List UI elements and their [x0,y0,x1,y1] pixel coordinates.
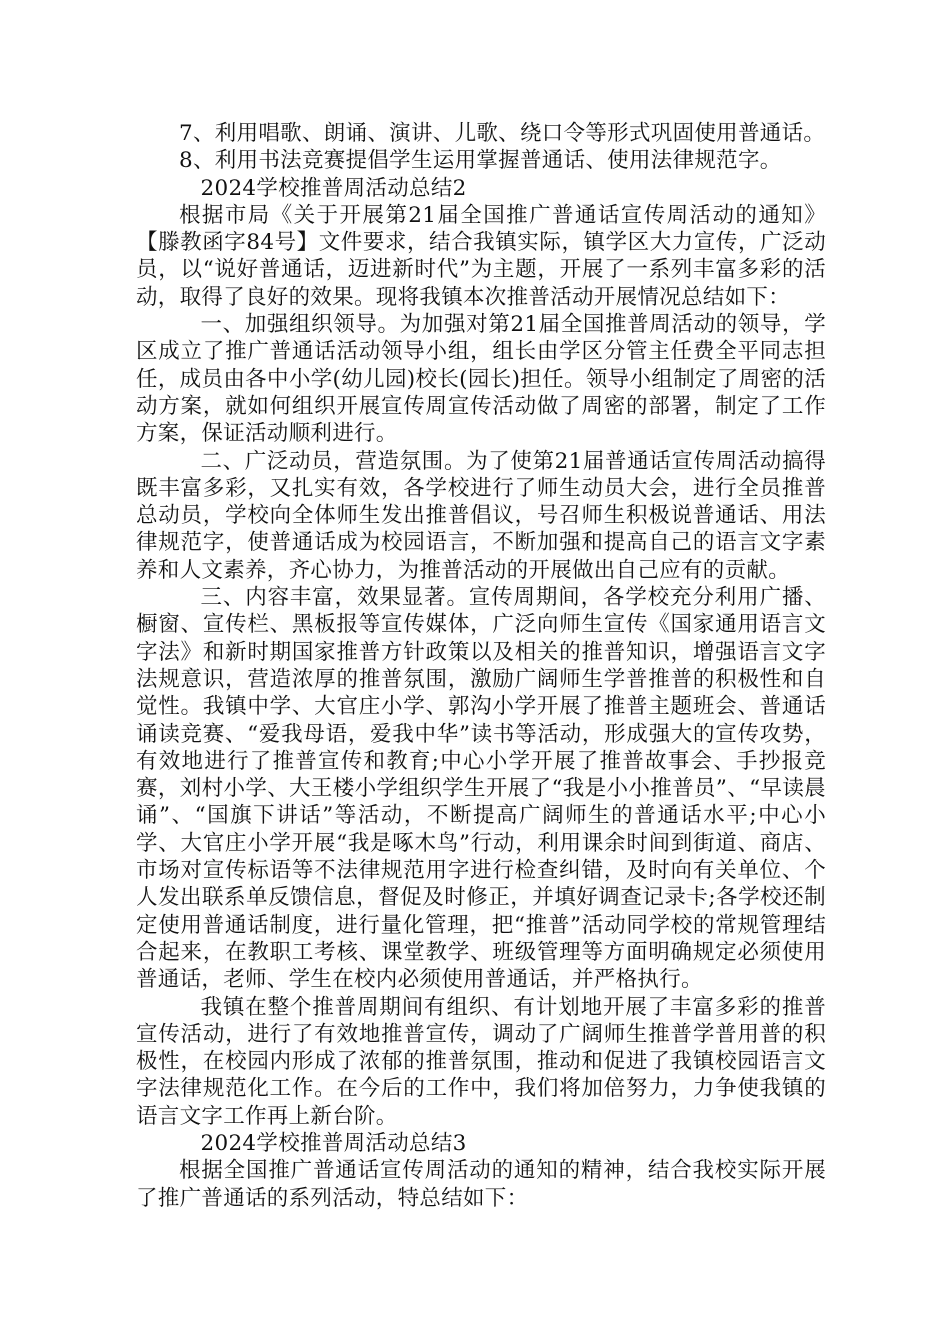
paragraph-item-7: 7、利用唱歌、朗诵、演讲、儿歌、绕口令等形式巩固使用普通话。 [179,121,826,146]
paragraph-intro-2: 根据市局《关于开展第21届全国推广普通话宣传周活动的通知》【滕教函字84号】文件要求，结合我镇实际，镇学区大力宣传，广泛动员，以“说好普通话，迈进新时代”为主题，开展了一系列丰富多彩的活动，取得了良好的效果。现将我镇本次推普活动开展情况总结如下： [136,202,826,310]
paragraph-intro-3: 根据全国推广普通话宣传周活动的通知的精神，结合我校实际开展了推广普通话的系列活动，特总结如下： [136,1158,826,1211]
document-body [136,120,826,1212]
paragraph-mobilization: 二、广泛动员，营造氛围。为了使第21届普通话宣传周活动搞得既丰富多彩，又扎实有效，各学校进行了师生动员大会，进行全员推普总动员，学校向全体师生发出推普倡议，号召师生积极说普通话、用法律规范字，使普通话成为校园语言，不断加强和提高自己的语言文字素养和人文素养，齐心协力，为推普活动的开展做出自己应有的贡献。 [136,448,826,583]
paragraph-organization: 一、加强组织领导。为加强对第21届全国推普周活动的领导，学区成立了推广普通话活动领导小组，组长由学区分管主任费全平同志担任，成员由各中小学(幼儿园)校长(园长)担任。领导小组制定了周密的活动方案，就如何组织开展宣传周宣传活动做了周密的部署，制定了工作方案，保证活动顺利进行。 [136,312,826,447]
paragraph-conclusion: 我镇在整个推普周期间有组织、有计划地开展了丰富多彩的推普宣传活动，进行了有效地推普宣传，调动了广阔师生推普学普用普的积极性，在校园内形成了浓郁的推普氛围，推动和促进了我镇校园语言文字法律规范化工作。在今后的工作中，我们将加倍努力，力争使我镇的语言文字工作再上新台阶。 [136,994,826,1129]
section-heading-3: 2024学校推普周活动总结3 [200,1130,467,1156]
paragraph-content: 三、内容丰富，效果显著。宣传周期间，各学校充分利用广播、橱窗、宣传栏、黑板报等宣传媒体，广泛向师生宣传《国家通用语言文字法》和新时期国家推普方针政策以及相关的推普知识，增强语言文字法规意识，营造浓厚的推普氛围，激励广阔师生学普推普的积极性和自觉性。我镇中学、大官庄小学、郭沟小学开展了推普主题班会、普通话诵读竞赛、“爱我母语，爱我中华”读书等活动，形成强大的宣传攻势，有效地进行了推普宣传和教育;中心小学开展了推普故事会、手抄报竞赛，刘村小学、大王楼小学组织学生开展了“我是小小推普员”、“早读晨诵”、“国旗下讲话”等活动，不断提高广阔师生的普通话水平;中心小学、大官庄小学开展“我是啄木鸟”行动，利用课余时间到街道、商店、市场对宣传标语等不法律规范用字进行检查纠错，及时向有关单位、个人发出联系单反馈信息，督促及时修正，并填好调查记录卡;各学校还制定使用普通话制度，进行量化管理，把“推普”活动同学校的常规管理结合起来，在教职工考核、课堂教学、班级管理等方面明确规定必须使用普通话，老师、学生在校内必须使用普通话，并严格执行。 [136,585,826,993]
section-heading-2: 2024学校推普周活动总结2 [200,175,467,201]
paragraph-item-8: 8、利用书法竞赛提倡学生运用掌握普通话、使用法律规范字。 [179,148,782,174]
